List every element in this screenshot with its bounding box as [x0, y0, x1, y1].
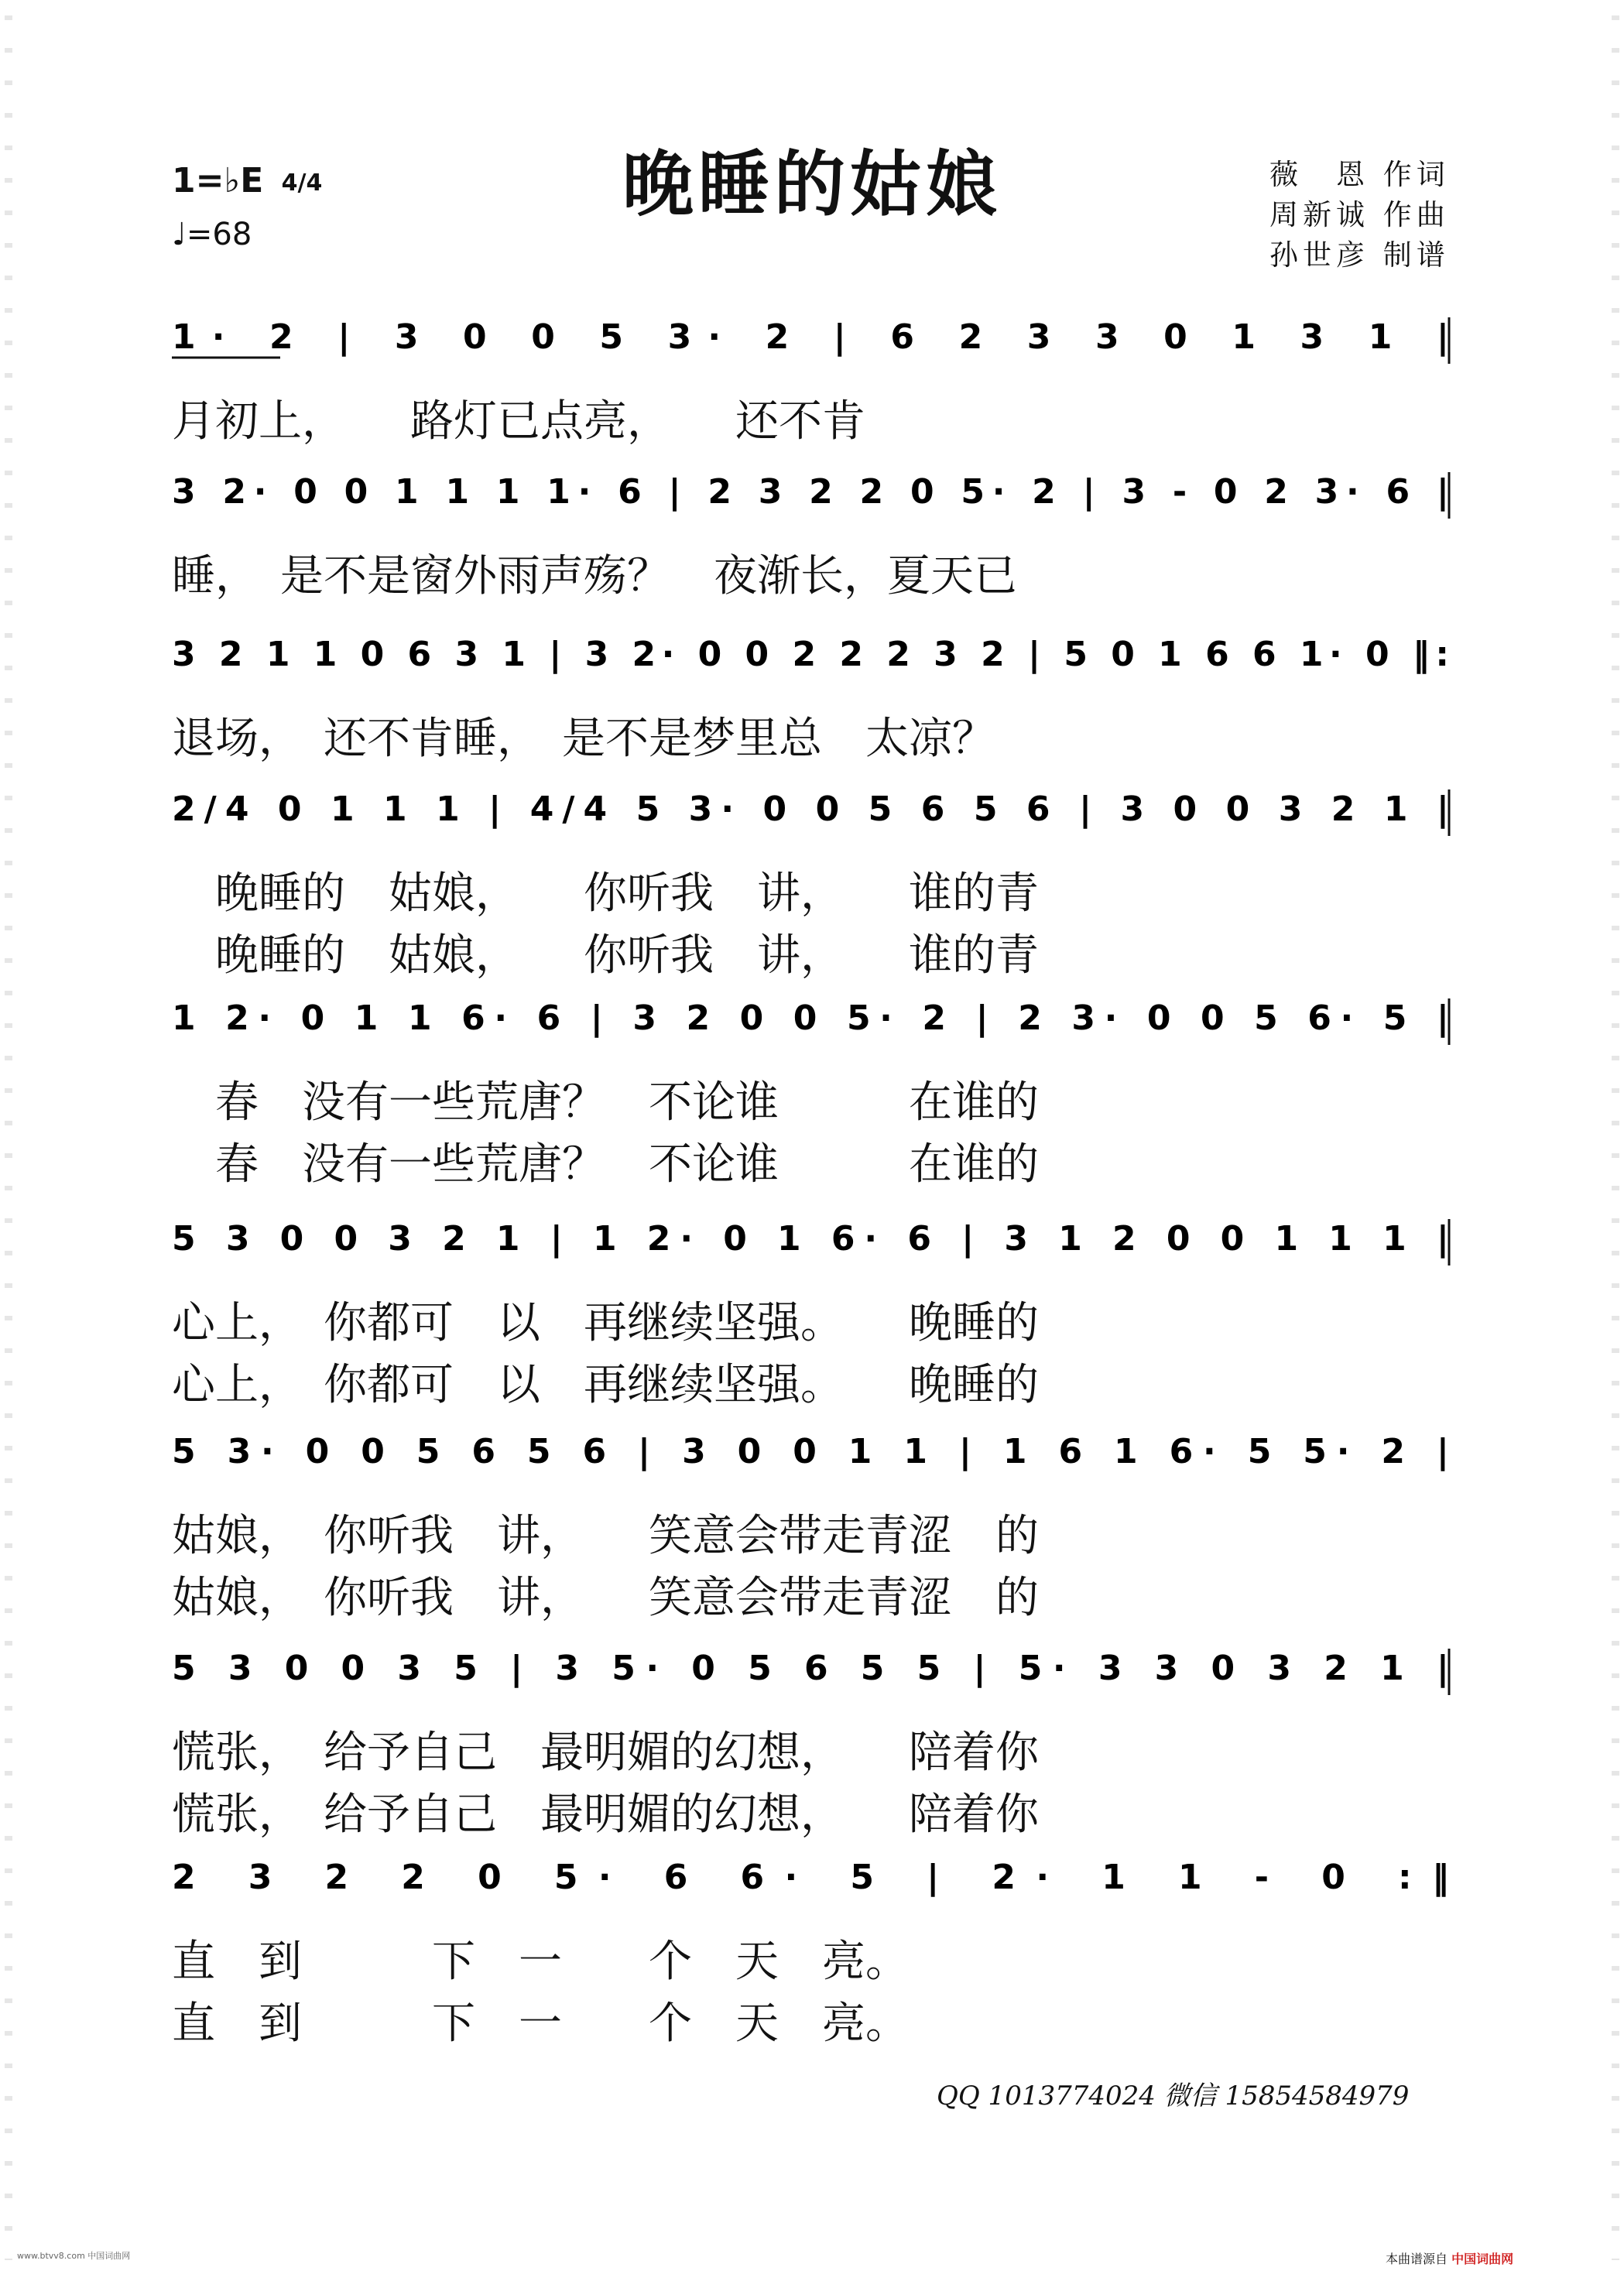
lyric-verse-1: 睡， 是不是窗外雨声殇？ 夜渐长，夏天已: [172, 551, 1017, 601]
lyricist-credit: 薇 恩 作词: [1269, 158, 1450, 191]
lyric-verse-2: 心上， 你都可 以 再继续坚强。 晚睡的: [172, 1360, 1039, 1410]
footer-label: 本曲谱源自: [1386, 2252, 1448, 2266]
lyric-verse-1: 晚睡的 姑娘， 你听我 讲， 谁的青: [172, 868, 1039, 919]
key-signature: [172, 161, 322, 200]
notation-row: [172, 619, 1453, 704]
notation-row: [172, 457, 1453, 542]
notation-text: 3 2· 0 0 1 1 1 1· 6 | 2 3 2 2 0 5· 2 | 3 - 0 2 3· 6 |: [172, 472, 1450, 512]
arranger-credit: 孙世彦 制谱: [1269, 238, 1450, 272]
song-title: 晚睡的姑娘: [622, 142, 1002, 226]
score-line-9: [172, 1842, 1453, 2051]
score-line-7: [172, 1416, 1453, 1625]
score-line-1: [172, 302, 1453, 449]
notation-text: 5 3· 0 0 5 6 5 6 | 3 0 0 1 1 | 1 6 1 6· 5 5· 2 |: [172, 1432, 1450, 1471]
lyric-verse-1: 退场， 还不肯睡， 是不是梦里总 太凉？: [172, 714, 995, 764]
score-line-2: [172, 457, 1453, 604]
notation-text: 3 2 1 1 0 6 3 1 | 3 2· 0 0 2 2 2 3 2 | 5 0 1 6 6 1· 0 ‖:: [172, 635, 1450, 674]
notation-row: [172, 774, 1453, 859]
site-watermark: www.btvv8.com 中国词曲网: [17, 2251, 131, 2261]
right-edge-decoration: [1612, 15, 1619, 2260]
notation-text: 5 3 0 0 3 2 1 | 1 2· 0 1 6· 6 | 3 1 2 0 0 1 1 1 |: [172, 1219, 1449, 1259]
notation-row: [172, 1204, 1453, 1289]
left-edge-decoration: [5, 15, 12, 2260]
footer-source: [1386, 2249, 1513, 2267]
lyric-verse-1: 月初上， 路灯已点亮， 还不肯: [172, 396, 865, 447]
score-line-5: [172, 983, 1453, 1192]
score-line-3: [172, 619, 1453, 766]
score-line-6: [172, 1204, 1453, 1413]
lyric-verse-1: 直 到 下 一 个 天 亮。: [172, 1937, 909, 1987]
lyric-verse-2: 直 到 下 一 个 天 亮。: [172, 1998, 909, 2049]
lyric-verse-2: 晚睡的 姑娘， 你听我 讲， 谁的青: [172, 930, 1039, 981]
notation-row: [172, 1416, 1453, 1502]
notation-row: [172, 302, 1453, 387]
lyric-verse-1: 心上， 你都可 以 再继续坚强。 晚睡的: [172, 1298, 1039, 1348]
credits: [1269, 155, 1450, 276]
notation-row: [172, 1633, 1453, 1718]
notation-text: 2 3 2 2 0 5· 6 6· 5 | 2· 1 1 - 0 :‖: [172, 1858, 1449, 1897]
composer-credit: 周新诚 作曲: [1269, 198, 1450, 231]
lyric-verse-1: 春 没有一些荒唐？ 不论谁 在谁的: [172, 1077, 1039, 1128]
notation-text: 5 3 0 0 3 5 | 3 5· 0 5 6 5 5 | 5· 3 3 0 3 2 1 |: [172, 1649, 1450, 1688]
notation-text: 1 2· 0 1 1 6· 6 | 3 2 0 0 5· 2 | 2 3· 0 0 5 6· 5 |: [172, 998, 1449, 1038]
notation-row: [172, 983, 1453, 1068]
notation-text: 1· 2 | 3 0 0 5 3· 2 | 6 2 3 3 0 1 3 1 |: [172, 317, 1450, 357]
score-line-8: [172, 1633, 1453, 1842]
contact-info: QQ 1013774024 微信 15854584979: [937, 2081, 1410, 2111]
lyric-verse-1: 姑娘， 你听我 讲， 笑意会带走青涩 的: [172, 1511, 1039, 1561]
time-signature: 4/4: [281, 169, 323, 197]
footer-site-link[interactable]: 中国词曲网: [1451, 2252, 1514, 2266]
key-text: 1=♭E: [172, 161, 264, 200]
lyric-verse-1: 慌张， 给予自己 最明媚的幻想， 陪着你: [172, 1728, 1039, 1778]
lyric-verse-2: 慌张， 给予自己 最明媚的幻想， 陪着你: [172, 1790, 1039, 1840]
notation-text: 2/4 0 1 1 1 | 4/4 5 3· 0 0 5 6 5 6 | 3 0 0 3 2 1 |: [172, 789, 1449, 829]
lyric-verse-2: 姑娘， 你听我 讲， 笑意会带走青涩 的: [172, 1573, 1039, 1623]
lyric-verse-2: 春 没有一些荒唐？ 不论谁 在谁的: [172, 1139, 1039, 1190]
tempo-marking: ♩=68: [172, 217, 252, 252]
score-line-4: [172, 774, 1453, 983]
notation-row: [172, 1842, 1453, 1927]
